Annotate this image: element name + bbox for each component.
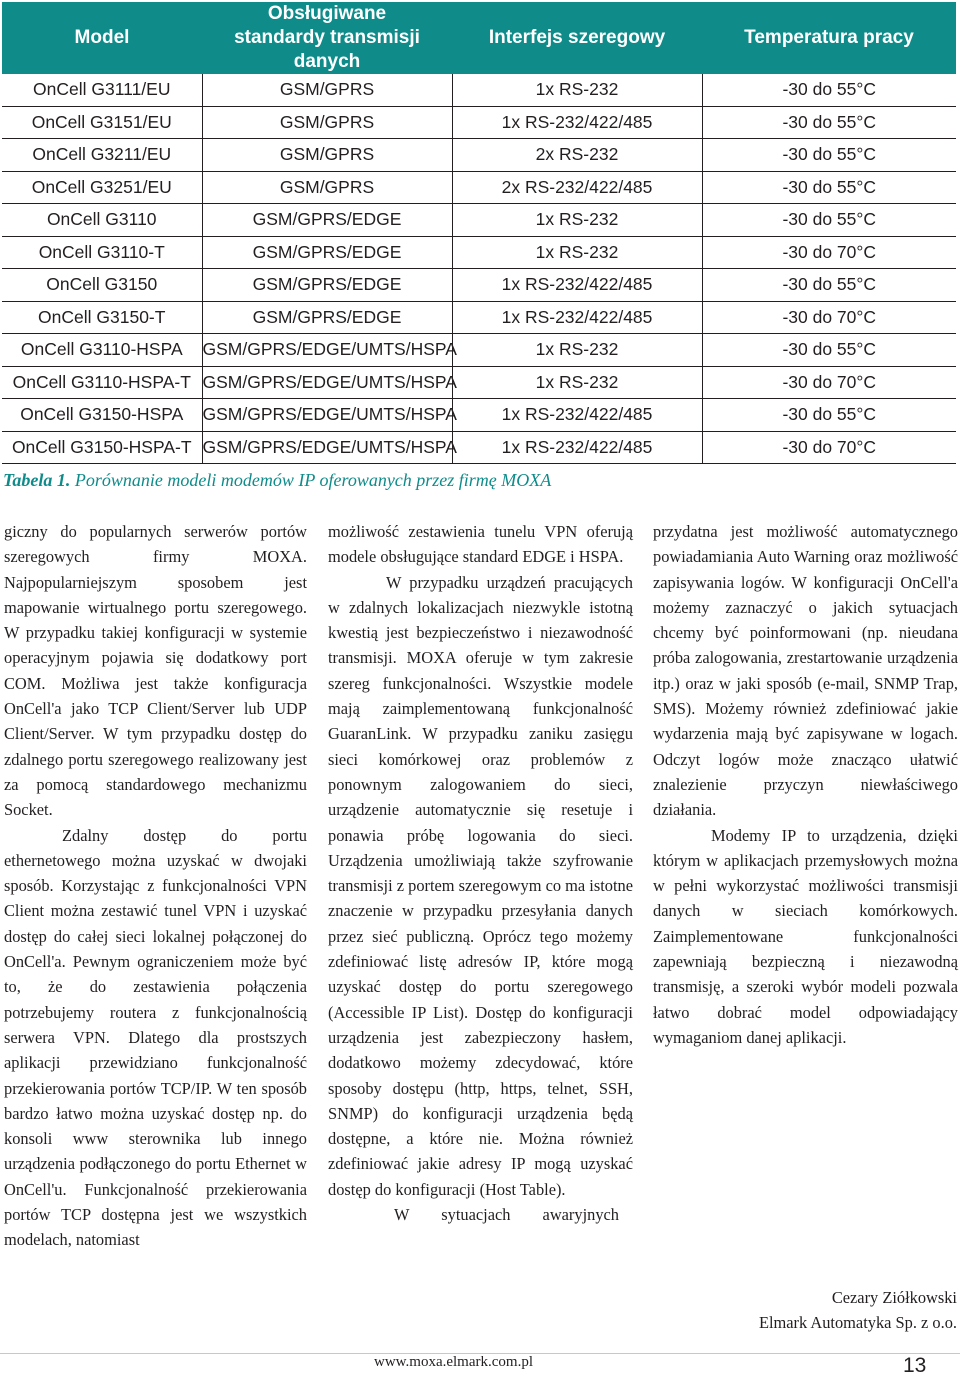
table-caption — [3, 470, 551, 491]
cell-temperature: -30 do 55°C — [702, 399, 956, 432]
cell-temperature: -30 do 70°C — [702, 301, 956, 334]
comparison-table-wrap — [2, 2, 956, 464]
cell-temperature: -30 do 55°C — [702, 139, 956, 172]
cell-serial-interface: 1x RS-232/422/485 — [452, 431, 702, 464]
cell-serial-interface: 2x RS-232/422/485 — [452, 171, 702, 204]
signature-author: Cezary Ziółkowski — [831, 1288, 957, 1307]
cell-temperature: -30 do 55°C — [702, 334, 956, 367]
table-row — [2, 334, 956, 367]
modem-comparison-table — [2, 2, 956, 464]
cell-model: OnCell G3251/EU — [2, 171, 202, 204]
cell-temperature: -30 do 55°C — [702, 204, 956, 237]
cell-temperature: -30 do 55°C — [702, 269, 956, 302]
caption-text: Porównanie modeli modemów IP oferowanych przez firmę MOXA — [70, 470, 552, 490]
cell-temperature: -30 do 55°C — [702, 171, 956, 204]
table-body — [2, 74, 956, 464]
header-standards: Obsługiwane standardy transmisji danych — [202, 2, 452, 74]
table-row — [2, 74, 956, 106]
table-row — [2, 431, 956, 464]
cell-model: OnCell G3150-HSPA — [2, 399, 202, 432]
cell-standards: GSM/GPRS/EDGE — [202, 204, 452, 237]
cell-standards: GSM/GPRS/EDGE/UMTS/HSPA — [202, 399, 452, 432]
cell-serial-interface: 1x RS-232 — [452, 236, 702, 269]
cell-standards: GSM/GPRS/EDGE — [202, 269, 452, 302]
cell-serial-interface: 1x RS-232/422/485 — [452, 301, 702, 334]
col1-paragraph-2: Zdalny dostęp do portu ethernetowego można uzyskać w dwojaki sposób. Korzystając z funkcjonalności VPN Client można zestawić tunel VPN i uzyskać dostęp do całej sieci lokalnej połączonej do OnCell'a. Pewnym ograniczeniem może być to, że do zestawienia połączenia potrzebujemy routera z funkcjonalnością serwera VPN. Dlatego dla prostszych aplikacji przewidziano funkcjonalność przekierowania portów TCP/IP. W ten sposób bardzo łatwo można uzyskać dostęp np. do konsoli www sterownika lub innego urządzenia podłączonego do portu Ethernet w OnCell'u. Funkcjonalność przekierowania portów TCP dostępna jest we wszystkich modelach, natomiast — [4, 825, 307, 1250]
signature-company: Elmark Automatyka Sp. z o.o. — [758, 1313, 957, 1333]
table-row — [2, 171, 956, 204]
cell-temperature: -30 do 70°C — [702, 366, 956, 399]
table-row — [2, 399, 956, 432]
table-row — [2, 236, 956, 269]
text-column-3 — [653, 519, 958, 1050]
footer-url[interactable]: www.moxa.elmark.com.pl — [374, 1354, 533, 1370]
table-header-row — [2, 2, 956, 74]
cell-serial-interface: 1x RS-232 — [452, 204, 702, 237]
cell-standards: GSM/GPRS — [202, 139, 452, 172]
cell-serial-interface: 1x RS-232/422/485 — [452, 399, 702, 432]
cell-model: OnCell G3150 — [2, 269, 202, 302]
cell-standards: GSM/GPRS/EDGE/UMTS/HSPA — [202, 334, 452, 367]
col3-paragraph-2: Modemy IP to urządzenia, dzięki którym w aplikacjach przemysłowych można w pełni wykorzystać możliwości transmisji danych w sieciach komórkowych. Zaimplementowane funkcjonalności zapewniają bezpieczną i niezawodną transmisję, a szeroki wybór modeli pozwala łatwo dobrać model odpowiadający wymaganiom danej aplikacji. — [653, 825, 958, 1047]
col2-paragraph-3: W sytuacjach awaryjnych — [394, 1205, 619, 1225]
cell-temperature: -30 do 70°C — [702, 236, 956, 269]
table-row — [2, 204, 956, 237]
cell-standards: GSM/GPRS/EDGE/UMTS/HSPA — [202, 431, 452, 464]
cell-standards: GSM/GPRS — [202, 106, 452, 139]
header-temperature: Temperatura pracy — [702, 2, 956, 74]
cell-model: OnCell G3211/EU — [2, 139, 202, 172]
cell-model: OnCell G3150-T — [2, 301, 202, 334]
cell-serial-interface: 1x RS-232 — [452, 74, 702, 106]
cell-standards: GSM/GPRS — [202, 171, 452, 204]
caption-label: Tabela 1. — [3, 470, 71, 490]
page-number: 13 — [903, 1354, 927, 1377]
cell-serial-interface: 1x RS-232 — [452, 366, 702, 399]
cell-temperature: -30 do 55°C — [702, 106, 956, 139]
cell-model: OnCell G3110-T — [2, 236, 202, 269]
cell-model: OnCell G3111/EU — [2, 74, 202, 106]
text-column-2 — [328, 519, 633, 1227]
cell-standards: GSM/GPRS/EDGE — [202, 301, 452, 334]
text-column-1 — [4, 519, 307, 1253]
table-row — [2, 301, 956, 334]
header-model: Model — [2, 2, 202, 74]
table-row — [2, 106, 956, 139]
col1-paragraph-1: giczny do popularnych serwerów portów szeregowych firmy MOXA. Najpopularniejszym sposobem jest mapowanie wirtualnego portu szeregowego. W przypadku takiej konfiguracji w systemie operacyjnym pojawia się dodatkowy port COM. Możliwa jest także konfiguracja OnCell'a jako TCP Client/Server lub UDP Client/Server. W tym przypadku dostęp do zdalnego portu szeregowego realizowany jest za pomocą standardowego mechanizmu Socket. — [4, 522, 307, 820]
col2-paragraph-1: możliwość zestawienia tunelu VPN oferują modele obsługujące standard EDGE i HSPA. — [328, 522, 633, 567]
table-row — [2, 366, 956, 399]
header-serial-interface: Interfejs szeregowy — [452, 2, 702, 74]
article-signature — [759, 1285, 957, 1336]
table-row — [2, 139, 956, 172]
cell-model: OnCell G3151/EU — [2, 106, 202, 139]
cell-standards: GSM/GPRS/EDGE/UMTS/HSPA — [202, 366, 452, 399]
cell-serial-interface: 1x RS-232/422/485 — [452, 269, 702, 302]
cell-standards: GSM/GPRS/EDGE — [202, 236, 452, 269]
cell-model: OnCell G3150-HSPA-T — [2, 431, 202, 464]
cell-serial-interface: 1x RS-232/422/485 — [452, 106, 702, 139]
cell-temperature: -30 do 55°C — [702, 74, 956, 106]
cell-serial-interface: 1x RS-232 — [452, 334, 702, 367]
cell-standards: GSM/GPRS — [202, 74, 452, 106]
cell-temperature: -30 do 70°C — [702, 431, 956, 464]
cell-serial-interface: 2x RS-232 — [452, 139, 702, 172]
table-row — [2, 269, 956, 302]
cell-model: OnCell G3110-HSPA — [2, 334, 202, 367]
col3-paragraph-1: przydatna jest możliwość automatycznego powiadamiania Auto Warning oraz możliwość zapisywania logów. W konfiguracji OnCell'a możemy zaznaczyć o jakich sytuacjach chcemy być poinformowani (np. nieudana próba zalogowania, zrestartowanie urządzenia itp.) oraz w jaki sposób (e-mail, SNMP Trap, SMS). Możemy również zdefiniować jakie wydarzenia mają być zapisywane w logach. Odczyt logów może znacząco ułatwić znalezienie przyczyn niewłaściwego działania. — [653, 522, 958, 820]
cell-model: OnCell G3110 — [2, 204, 202, 237]
cell-model: OnCell G3110-HSPA-T — [2, 366, 202, 399]
col2-paragraph-2: W przypadku urządzeń pracujących w zdalnych lokalizacjach niezwykle istotną kwestią jest bezpieczeństwo i niezawodność transmisji. MOXA oferuje w tym zakresie szereg funkcjonalności. Wszystkie modele mają zaimplementowaną funkcjonalność GuaranLink. W przypadku zaniku zasięgu sieci komórkowej oraz problemów z ponownym zalogowaniem do sieci, urządzenie automatycznie się resetuje i ponawia próbę logowania do sieci. Urządzenia umożliwiają także szyfrowanie transmisji z portem szeregowym co ma istotne znaczenie w przypadku przesyłania danych przez sieć publiczną. Oprócz tego możemy zdefiniować listę adresów IP, które mogą uzyskać dostęp do portu szeregowego (Accessible IP List). Dostęp do konfiguracji urządzenia jest zabezpieczony hasłem, dodatkowo możemy zdecydować, które sposoby dostępu (http, https, telnet, SSH, SNMP) do konfiguracji urządzenia będą dostępne, a które nie. Można również zdefiniować jakie adresy IP mogą uzyskać dostęp do konfiguracji (Host Table). — [328, 572, 633, 1199]
